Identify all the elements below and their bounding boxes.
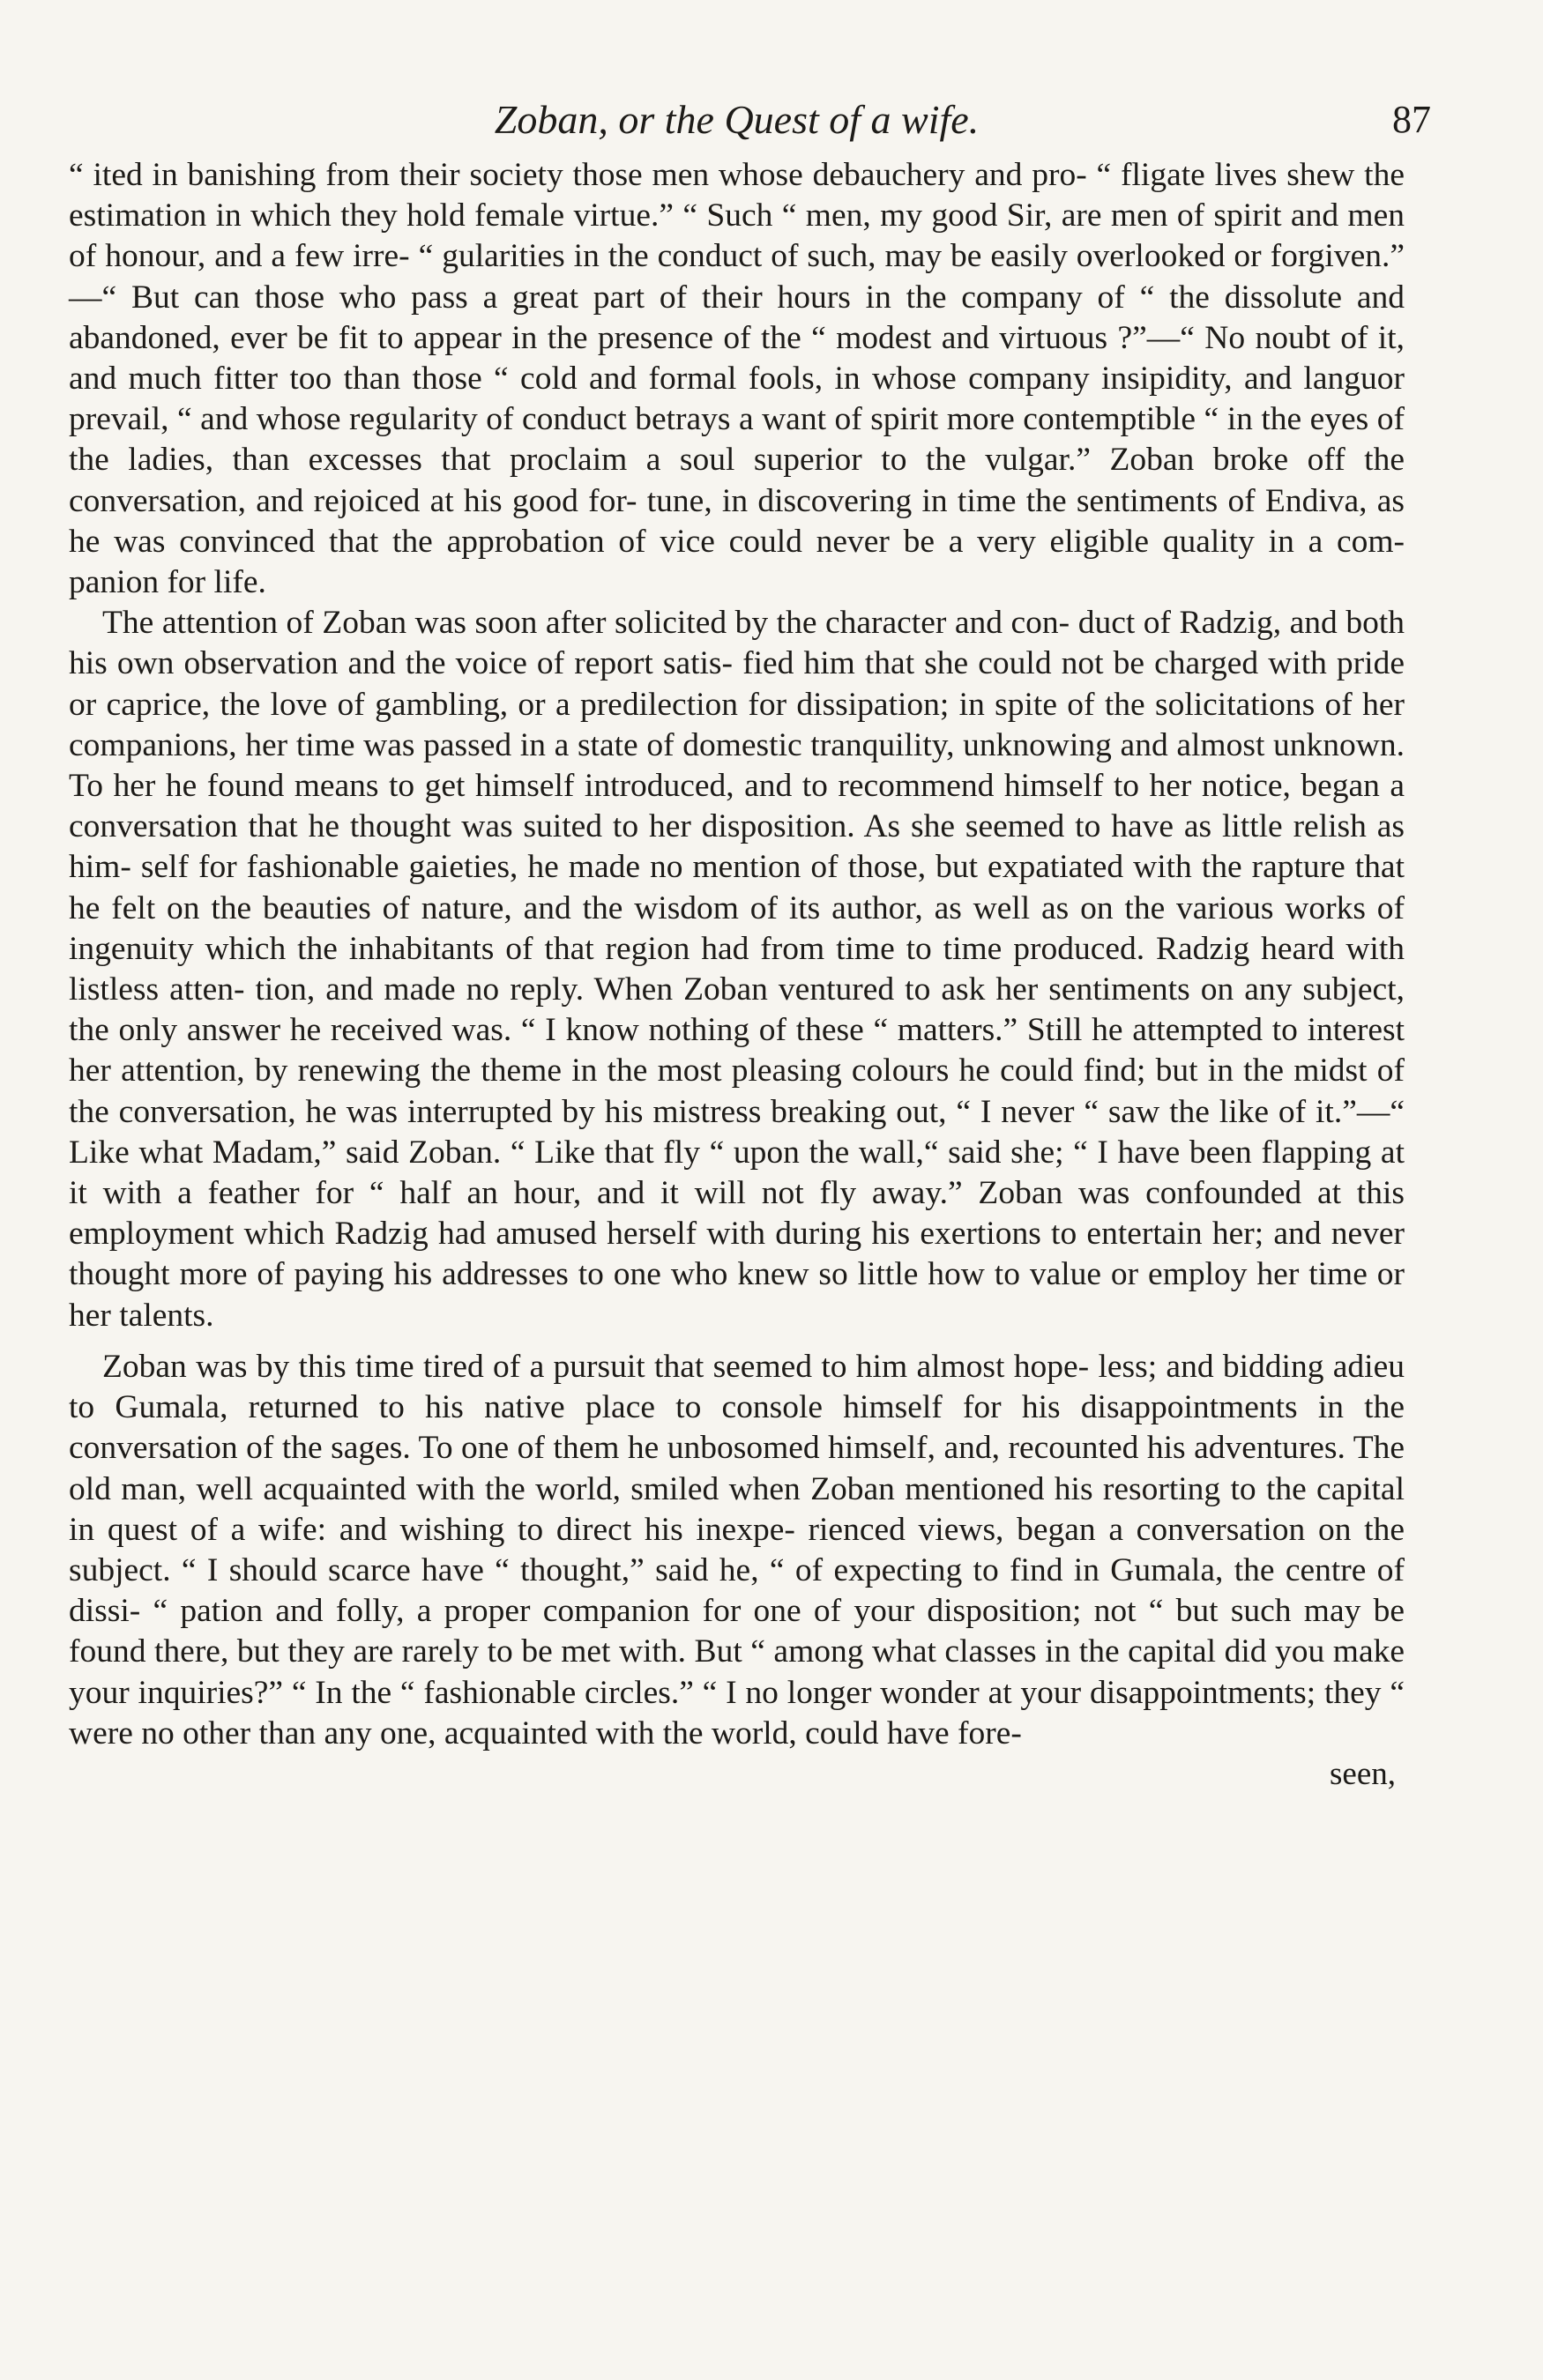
- page-header: [69, 85, 1431, 155]
- paragraph-3: Zoban was by this time tired of a pursuit that seemed to him almost hope- less; and bidding adieu to Gumala, returned to his native place to console himself for his disappointments in the conversation of the sages. To one of them he unbosomed himself, and, recounted his adventures. The old man, well acquainted with the world, smiled when Zoban mentioned his resorting to the capital in quest of a wife: and wishing to direct his inexpe- rienced views, began a conversation on the subject. “ I should scarce have “ thought,” said he, “ of expecting to find in Gumala, the centre of dissi- “ pation and folly, a proper companion for one of your disposition; not “ but such may be found there, but they are rarely to be met with. But “ among what classes in the capital did you make your inquiries?” “ In the “ fashionable circles.” “ I no longer wonder at your disappointments; they “ were no other than any one, acquainted with the world, could have fore-: [69, 1348, 1405, 1752]
- body-text: [69, 155, 1405, 1754]
- running-title: Zoban, or the Quest of a wife.: [494, 97, 980, 142]
- catchword: seen,: [1330, 1755, 1396, 1792]
- paragraph-2: The attention of Zoban was soon after solicited by the character and con- duct of Radzig, and both his own observation and the voice of report satis- fied him that she could not be charged with pride or caprice, the love of gambling, or a predilection for dissipation; in spite of the solicitations of her companions, her time was passed in a state of domestic tranquility, unknowing and almost unknown. To her he found means to get himself introduced, and to recommend himself to her notice, began a conversation that he thought was suited to her disposition. As she seemed to have as little relish as him- self for fashionable gaieties, he made no mention of those, but expatiated with the rapture that he felt on the beauties of nature, and the wisdom of its author, as well as on the various works of ingenuity which the inhabitants of that region had from time to time produced. Radzig heard with listless atten- tion, and made no reply. When Zoban ventured to ask her sentiments on any subject, the only answer he received was. “ I know nothing of these “ matters.” Still he attempted to interest her attention, by renewing the theme in the most pleasing colours he could find; but in the midst of the conversation, he was interrupted by his mistress breaking out, “ I never “ saw the like of it.”—“ Like what Madam,” said Zoban. “ Like that fly “ upon the wall,“ said she; “ I have been flapping at it with a feather for “ half an hour, and it will not fly away.” Zoban was confounded at this employment which Radzig had amused herself with during his exertions to entertain her; and never thought more of paying his addresses to one who knew so little how to value or employ her time or her talents.: [69, 605, 1405, 1334]
- page-number: 87: [1392, 98, 1431, 141]
- paragraph-1: “ ited in banishing from their society those men whose debauchery and pro- “ fligate lives shew the estimation in which they hold female virtue.” “ Such “ men, my good Sir, are men of spirit and men of honour, and a few irre- “ gularities in the conduct of such, may be easily overlooked or forgiven.” —“ But can those who pass a great part of their hours in the company of “ the dissolute and abandoned, ever be fit to appear in the presence of the “ modest and virtuous ?”—“ No noubt of it, and much fitter too than those “ cold and formal fools, in whose company insipidity, and languor prevail, “ and whose regularity of conduct betrays a want of spirit more contemptible “ in the eyes of the ladies, than excesses that proclaim a soul superior to the vulgar.” Zoban broke off the conversation, and rejoiced at his good for- tune, in discovering in time the sentiments of Endiva, as he was convinced that the approbation of vice could never be a very eligible quality in a com- panion for life.: [69, 157, 1405, 601]
- book-page: [69, 85, 1431, 1795]
